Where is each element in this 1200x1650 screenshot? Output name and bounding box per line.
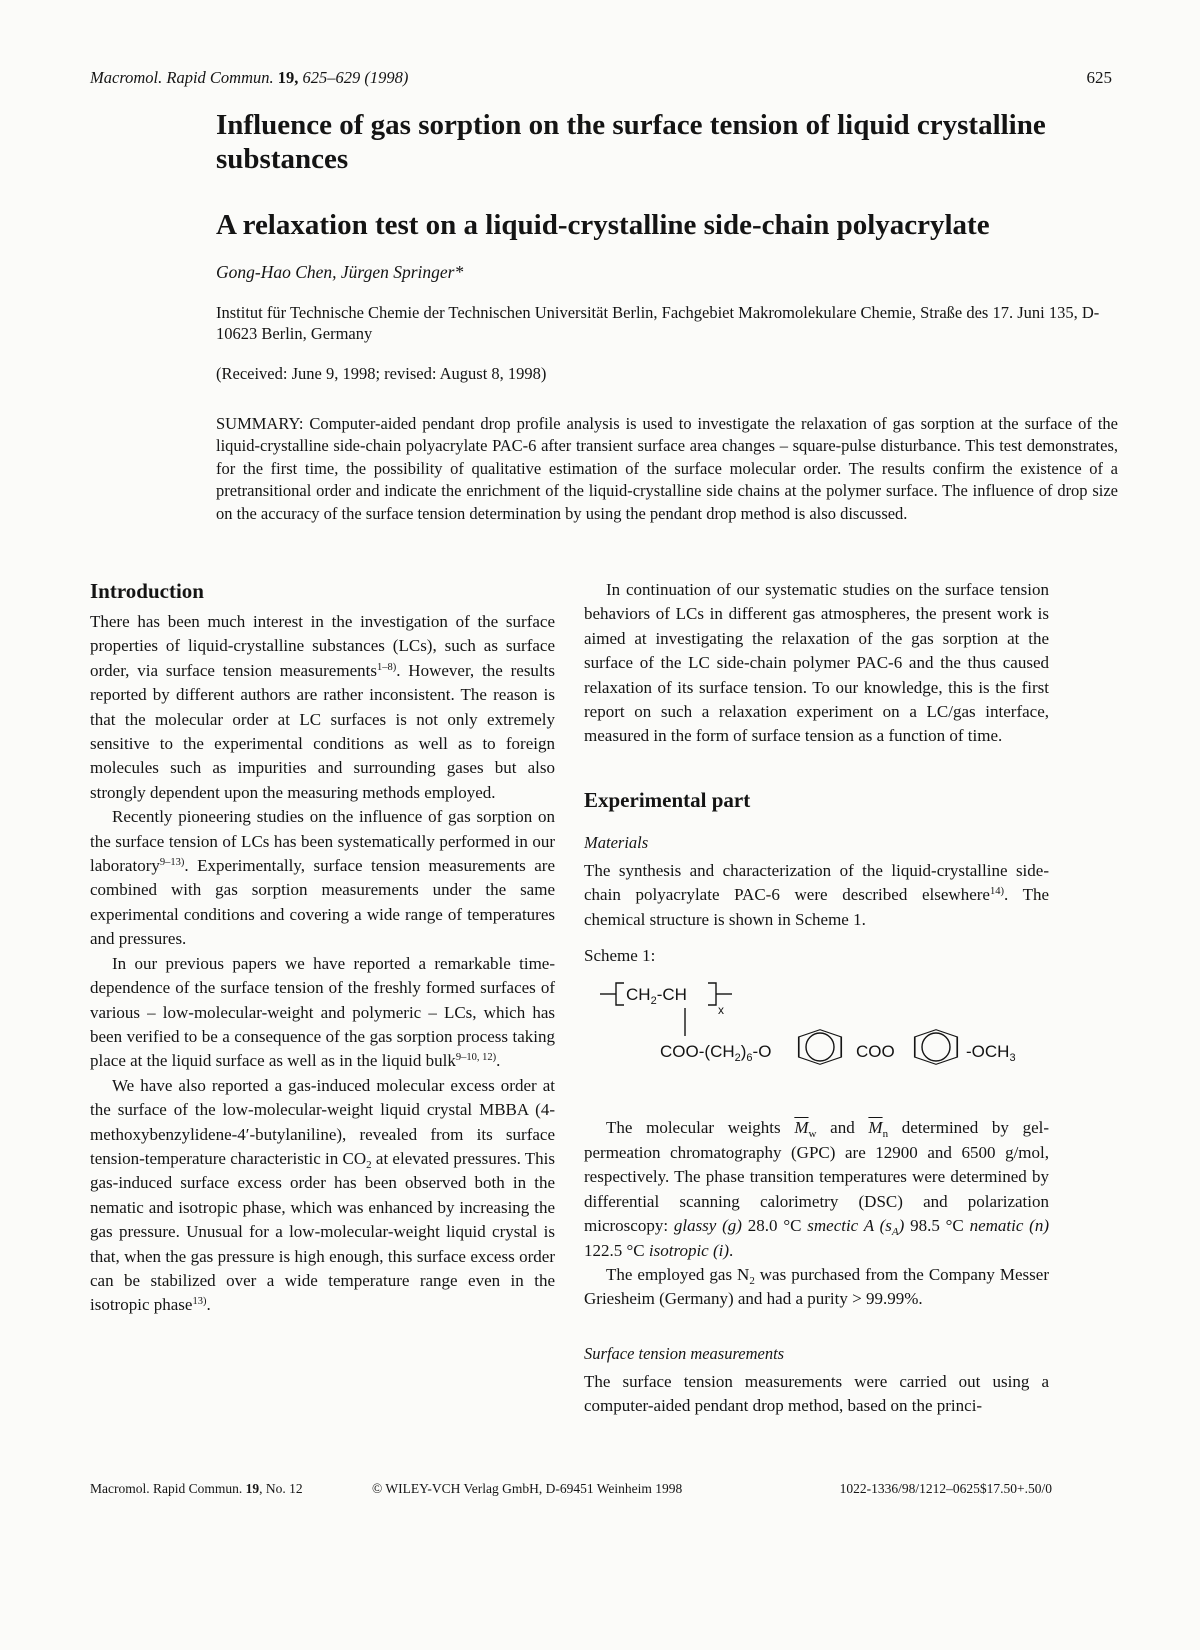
article-authors: Gong-Hao Chen, Jürgen Springer* [216,262,464,282]
right-column [584,578,1049,1419]
article-subtitle: A relaxation test on a liquid-crystalline side-chain polyacrylate [216,209,990,241]
benzene-ring-1-aromatic [806,1033,834,1061]
running-header [90,68,408,88]
materials-paragraph: The synthesis and characterization of the liquid-crystalline side-chain polyacrylate PAC-6 were described elsewhere$^{14)}$. The chemical structure is shown in Scheme 1. [584,860,1050,929]
reference-9-10-12: 9–10, 12) [455,1052,497,1064]
benzene-ring-1 [799,1030,841,1065]
continuation-paragraph: In continuation of our systematic studies on the surface tension behaviors of LCs in different gas atmospheres, the present work is aimed at investigating the relaxation of the gas sorption at the surface of the LC side-chain polymer PAC-6 and the thus caused relaxation of its surface tension. To our knowledge, this is the first report on such a relaxation experiment on a LC/gas interface, measured in the form of surface tension as a function of time. [584,580,1049,746]
journal-pages: 625–629 (1998) [302,68,409,87]
introduction-heading: Introduction [90,579,204,603]
materials-heading: Materials [584,832,649,852]
footer-journal: Macromol. Rapid Commun. 19, No. 12 [90,1481,303,1496]
benzene-ring-2-aromatic [922,1033,950,1061]
gas-paragraph: The employed gas $N_2$ was purchased from the Company Messer Griesheim (Germany) and had a purity > 99.99%. [584,1264,1049,1309]
reference-1-8: 1–8) [376,661,397,673]
footer-issn: 1022-1336/98/1212–0625$17.50+.50/0 [839,1481,1052,1496]
ch2-group: $CH_2-CH$ [626,985,687,1008]
intro-paragraph-2: Recently pioneering studies on the influence of gas sorption on the surface tension of LCs has been systematically performed in our laboratory$^{9-13)}$. Experimentally, surface tension measurements are combined with gas sorption measurements under the same experimental conditions and covering a wide range of temperatures and pressures. [90,807,555,949]
journal-name: Macromol. Rapid Commun. [90,68,274,87]
summary: SUMMARY: Computer-aided pendant drop profile analysis is used to investigate the relaxation of gas sorption at the surface of the liquid-crystalline side-chain polyacrylate PAC-6 after transient surface area changes – square-pulse disturbance. This test demonstrates, for the first time, the possibility of qualitative estimation of the surface molecular order. The results confirm the existence of a pretransitional order and indicate the enrichment of the liquid-crystalline side chains at the polymer surface. The influence of drop size on the accuracy of the surface tension determination by using the pendant drop method is also discussed. [216,414,1118,523]
intro-paragraph-3: In our previous papers we have reported a remarkable time-dependence of the surface tension of the freshly formed surfaces of various – low-molecular-weight and polymeric – LCs, which has been verified to be a consequence of the gas sorption process taking place at the liquid surface as well as in the liquid bulk$^{9-10, 12)}$. [90,953,555,1071]
intro-paragraph-4: We have also reported a gas-induced molecular excess order at the surface of the low-molecular-weight liquid crystal MBBA (4-methoxybenzylidene-4′-butylaniline), revealed from its surface tension-temperature characteristic in $CO_2$ at elevated pressures. This gas-induced surface excess order has been observed both in the nematic and isotropic phase, which was enhanced by increasing the gas pressure. Unusual for a low-molecular-weight liquid crystal is that, when the gas pressure is high enough, this surface excess order can be stabilized over a wide temperature range even in the isotropic phase$^{13)}$. [90,1075,555,1315]
reference-13: 13) [192,1296,207,1308]
scheme-1-structure [584,974,1054,1082]
article-title: Influence of gas sorption on the surface tension of liquid crystalline substances [216,109,1046,175]
intro-paragraph-1: There has been much interest in the investigation of the surface properties of liquid-crystalline substances (LCs), such as surface order, via surface tension measurements$^{1-8)}$. However, the results reported by different authors are rather inconsistent. The reason is that the molecular order at LC surfaces is not only extremely sensitive to the experimental conditions as well as to foreign molecules such as impurities and surrounding gases but also strongly dependent upon the measuring methods employed. [90,612,555,802]
ester-link: COO [856,1042,895,1062]
left-column [90,578,555,1318]
molecular-weights-paragraph: The molecular weights $\overline{M}_w$ and $\overline{M}_n$ determined by gel-permeation chromatography (GPC) are 12900 and 6500 g/mol, respectively. The phase transition temperatures were determined by differential scanning calorimetry (DSC) and polarization microscopy: glassy (g) 28.0 °C smectic A $(s_A)$ 98.5 °C nematic (n) 122.5 °C isotropic (i). [584,1118,1050,1260]
benzene-ring-2 [915,1030,957,1065]
reference-14: 14) [989,886,1004,898]
bracket-left [616,983,624,1005]
methoxy-group: $-OCH_3$ [966,1042,1016,1065]
bracket-right [708,983,716,1005]
scheme-label: Scheme 1: [584,946,656,966]
experimental-heading: Experimental part [584,787,751,812]
surface-tension-heading: Surface tension measurements [584,1343,785,1363]
page-number: 625 [1086,68,1112,87]
surface-tension-paragraph: The surface tension measurements were carried out using a computer-aided pendant drop method, based on the princi- [584,1371,1049,1416]
side-chain-spacer: COO-$(CH_2)_6-O$ [660,1042,772,1065]
affiliation: Institut für Technische Chemie der Technischen Universität Berlin, Fachgebiet Makromolekulare Chemie, Straße des 17. Juni 135, D-10623 Berlin, Germany [216,303,1100,343]
received-dates: (Received: June 9, 1998; revised: August 8, 1998) [216,364,547,383]
journal-volume: 19, [277,68,299,87]
repeat-index: x [718,1003,724,1018]
footer-copyright: © WILEY-VCH Verlag GmbH, D-69451 Weinheim 1998 [372,1481,683,1496]
reference-9-13: 9–13) [159,857,185,869]
